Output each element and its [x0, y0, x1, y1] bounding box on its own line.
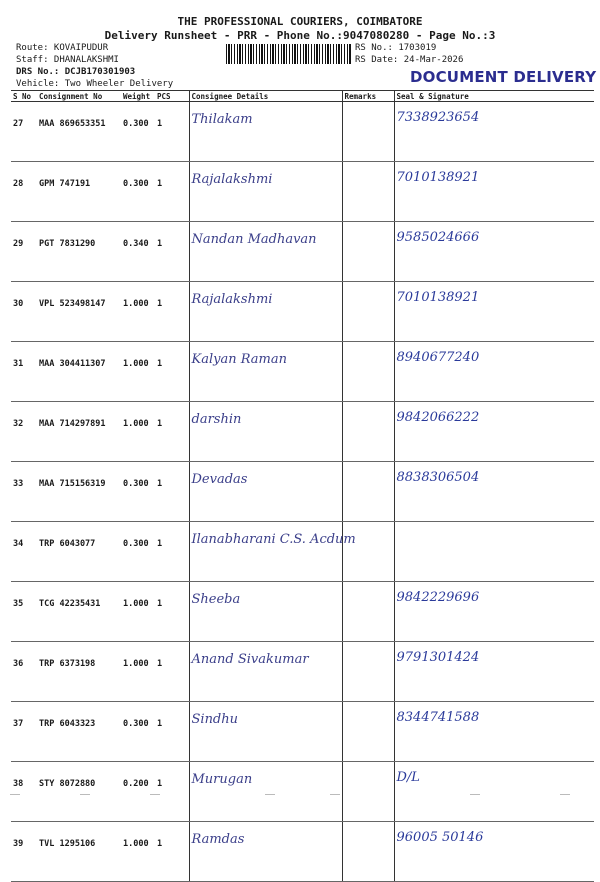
row-consignment: TRP 6043323: [37, 702, 121, 762]
row-remarks: [342, 522, 394, 582]
col-sno: S No: [11, 91, 37, 102]
row-signature: 9585024666: [394, 222, 594, 282]
table-row: [11, 402, 594, 462]
row-signature: 8940677240: [394, 342, 594, 402]
row-signature: 9791301424: [394, 642, 594, 702]
row-consignee: Anand Sivakumar: [189, 642, 342, 702]
row-remarks: [342, 642, 394, 702]
table-row: [11, 822, 594, 882]
row-signature: 9842229696: [394, 582, 594, 642]
row-remarks: [342, 282, 394, 342]
company-title: THE PROFESSIONAL COURIERS, COIMBATORE: [177, 15, 423, 28]
row-consignment: TRP 6373198: [37, 642, 121, 702]
row-pcs: 1: [155, 402, 189, 462]
col-remarks: Remarks: [342, 91, 394, 102]
row-sno: 39: [11, 822, 37, 882]
row-pcs: 1: [155, 342, 189, 402]
row-remarks: [342, 462, 394, 522]
row-consignee: Ilanabharani C.S. Acdum: [189, 522, 342, 582]
row-remarks: [342, 102, 394, 162]
col-consignment: Consignment No: [37, 91, 121, 102]
row-consignment: MAA 715156319: [37, 462, 121, 522]
row-consignment: MAA 714297891: [37, 402, 121, 462]
row-consignee: Sheeba: [189, 582, 342, 642]
table-row: [11, 462, 594, 522]
row-pcs: 1: [155, 762, 189, 822]
row-remarks: [342, 702, 394, 762]
row-signature: 7338923654: [394, 102, 594, 162]
runsheet-subtitle: Delivery Runsheet - PRR - Phone No.:9047080280 - Page No.:3: [104, 29, 496, 42]
row-sno: 32: [11, 402, 37, 462]
row-consignment: MAA 304411307: [37, 342, 121, 402]
row-sno: 36: [11, 642, 37, 702]
row-pcs: 1: [155, 222, 189, 282]
row-sno: 31: [11, 342, 37, 402]
staff-label: Staff: DHANALAKSHMI: [16, 55, 119, 65]
row-consignee: Nandan Madhavan: [189, 222, 342, 282]
row-weight: 1.000: [121, 642, 155, 702]
row-signature: 7010138921: [394, 282, 594, 342]
row-consignee: Devadas: [189, 462, 342, 522]
rs-date: RS Date: 24-Mar-2026: [355, 55, 464, 65]
row-pcs: 1: [155, 522, 189, 582]
row-remarks: [342, 342, 394, 402]
row-weight: 1.000: [121, 402, 155, 462]
row-weight: 0.340: [121, 222, 155, 282]
row-pcs: 1: [155, 822, 189, 882]
row-weight: 0.300: [121, 162, 155, 222]
table-row: [11, 522, 594, 582]
row-consignment: MAA 869653351: [37, 102, 121, 162]
row-weight: 1.000: [121, 282, 155, 342]
row-pcs: 1: [155, 102, 189, 162]
row-sno: 29: [11, 222, 37, 282]
col-consignee: Consignee Details: [189, 91, 342, 102]
table-row: [11, 342, 594, 402]
row-signature: 8344741588: [394, 702, 594, 762]
row-remarks: [342, 822, 394, 882]
row-pcs: 1: [155, 162, 189, 222]
row-sno: 28: [11, 162, 37, 222]
vehicle-label: Vehicle: Two Wheeler Delivery: [16, 79, 174, 89]
barcode-image: [226, 44, 352, 64]
table-row: [11, 222, 594, 282]
row-consignment: TCG 42235431: [37, 582, 121, 642]
row-consignee: Kalyan Raman: [189, 342, 342, 402]
row-consignment: PGT 7831290: [37, 222, 121, 282]
col-signature: Seal & Signature: [394, 91, 594, 102]
row-weight: 1.000: [121, 822, 155, 882]
row-weight: 0.300: [121, 702, 155, 762]
row-consignee: Thilakam: [189, 102, 342, 162]
table-row: [11, 702, 594, 762]
runsheet-table: [11, 90, 594, 882]
row-signature: D/L: [394, 762, 594, 822]
row-consignee: Murugan: [189, 762, 342, 822]
table-row: [11, 102, 594, 162]
row-signature: 7010138921: [394, 162, 594, 222]
row-pcs: 1: [155, 582, 189, 642]
row-sno: 35: [11, 582, 37, 642]
row-remarks: [342, 162, 394, 222]
row-consignment: TVL 1295106: [37, 822, 121, 882]
row-consignee: darshin: [189, 402, 342, 462]
row-pcs: 1: [155, 282, 189, 342]
row-pcs: 1: [155, 462, 189, 522]
row-weight: 1.000: [121, 582, 155, 642]
rs-number: RS No.: 1703019: [355, 43, 437, 53]
row-weight: 0.200: [121, 762, 155, 822]
row-consignment: VPL 523498147: [37, 282, 121, 342]
route-label: Route: KOVAIPUDUR: [16, 43, 109, 53]
row-sno: 38: [11, 762, 37, 822]
drs-number: DRS No.: DCJB170301903: [16, 67, 136, 77]
row-signature: 8838306504: [394, 462, 594, 522]
table-row: [11, 282, 594, 342]
table-header-row: [11, 91, 594, 102]
row-weight: 0.300: [121, 462, 155, 522]
row-sno: 30: [11, 282, 37, 342]
row-sno: 27: [11, 102, 37, 162]
row-weight: 1.000: [121, 342, 155, 402]
row-signature: [394, 522, 594, 582]
table-row: [11, 582, 594, 642]
document-delivery-stamp: DOCUMENT DELIVERY: [410, 68, 597, 86]
row-weight: 0.300: [121, 102, 155, 162]
row-weight: 0.300: [121, 522, 155, 582]
row-consignment: STY 8072880: [37, 762, 121, 822]
col-weight: Weight: [121, 91, 155, 102]
row-pcs: 1: [155, 702, 189, 762]
row-consignee: Rajalakshmi: [189, 162, 342, 222]
row-consignee: Rajalakshmi: [189, 282, 342, 342]
row-signature: 96005 50146: [394, 822, 594, 882]
row-consignee: Sindhu: [189, 702, 342, 762]
row-consignment: GPM 747191: [37, 162, 121, 222]
row-remarks: [342, 582, 394, 642]
row-consignee: Ramdas: [189, 822, 342, 882]
row-remarks: [342, 402, 394, 462]
row-pcs: 1: [155, 642, 189, 702]
row-signature: 9842066222: [394, 402, 594, 462]
row-sno: 34: [11, 522, 37, 582]
table-row: [11, 162, 594, 222]
table-row: [11, 642, 594, 702]
col-pcs: PCS: [155, 91, 189, 102]
page-bottom-marks: [0, 792, 600, 800]
row-remarks: [342, 222, 394, 282]
row-sno: 33: [11, 462, 37, 522]
row-consignment: TRP 6043077: [37, 522, 121, 582]
row-sno: 37: [11, 702, 37, 762]
